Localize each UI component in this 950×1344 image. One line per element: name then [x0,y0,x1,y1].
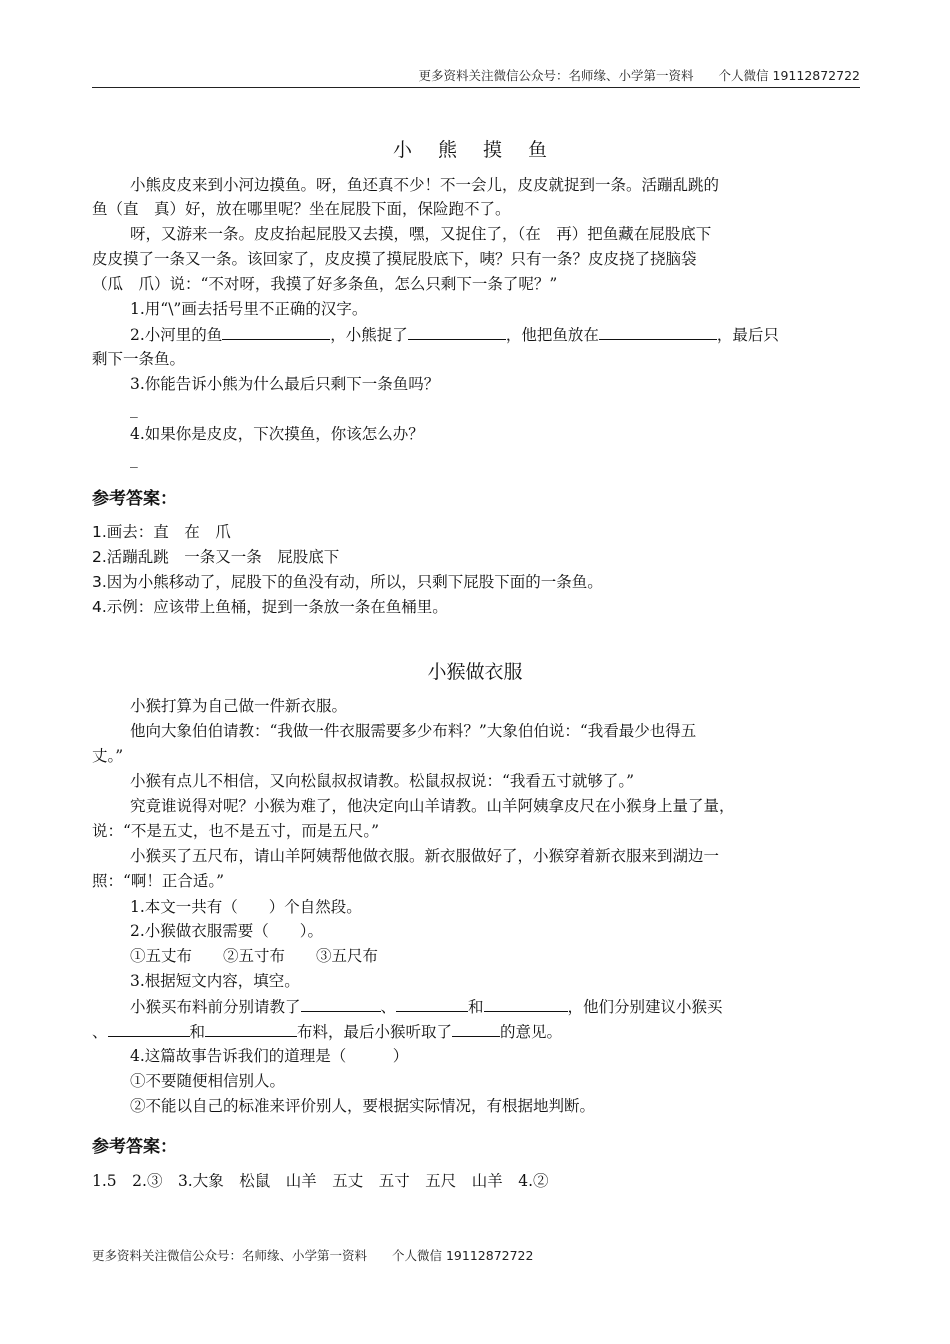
answer-heading: 参考答案： [92,489,177,509]
story2-line: 小猴打算为自己做一件新衣服。 [130,697,348,715]
answer-blank[interactable] [452,1020,500,1037]
story2-title: 小猴做衣服 [427,661,523,683]
story2-line: 说：“不是五丈，也不是五寸，而是五尺。” [92,822,380,840]
story2-question-3-fill [92,995,902,1018]
answer-line[interactable]: _ [130,450,138,468]
fill-text-h: 的意见。 [500,1023,563,1041]
story2-question-4-option: ①不要随便相信别人。 [130,1072,286,1090]
fill-text-g: 布料，最后小猴听取了 [297,1023,453,1041]
q2-text-c: ，他把鱼放在 [505,326,599,344]
story1-question-2-cont: 剩下一条鱼。 [92,350,186,368]
fill-text-e: 、 [92,1023,108,1041]
answer-blank[interactable] [484,995,568,1012]
story1-question-3: 3.你能告诉小熊为什么最后只剩下一条鱼吗？ [130,375,440,393]
story1-question-1: 1.用“\”画去括号里不正确的汉字。 [130,300,368,318]
story1-line: 小熊皮皮来到小河边摸鱼。呀，鱼还真不少！不一会儿，皮皮就捉到一条。活蹦乱跳的 [130,176,720,194]
q2-text-d: ，最后只 [716,326,779,344]
story2-question-3-fill-cont [92,1020,864,1043]
answer-blank[interactable] [108,1020,190,1037]
story2-line: 丈。” [92,747,124,765]
story2-question-4: 4.这篇故事告诉我们的道理是（ ） [130,1047,409,1065]
q2-text-b: ，小熊捉了 [330,326,408,344]
page-header: 更多资料关注微信公众号：名师缘、小学第一资料 个人微信 19112872722 [418,68,860,83]
answer-item: 1.5 2.③ 3.大象 松鼠 山羊 五丈 五寸 五尺 山羊 4.② [92,1172,549,1190]
story1-line: 呀，又游来一条。皮皮抬起屁股又去摸，嘿，又捉住了，（在 再）把鱼藏在屁股底下 [130,225,712,243]
answer-blank[interactable] [205,1020,297,1037]
story1-question-2 [92,323,902,346]
answer-blank[interactable] [301,995,381,1012]
answer-blank[interactable] [599,323,717,340]
fill-text-d: ，他们分别建议小猴买 [567,998,723,1016]
story2-line: 小猴买了五尺布，请山羊阿姨帮他做衣服。新衣服做好了，小猴穿着新衣服来到湖边一 [130,847,720,865]
story2-question-3: 3.根据短文内容，填空。 [130,972,300,990]
page-footer: 更多资料关注微信公众号：名师缘、小学第一资料 个人微信 19112872722 [92,1248,534,1263]
story1-title: 小 熊 摸 鱼 [392,139,558,161]
answer-heading: 参考答案： [92,1137,177,1157]
fill-text-a: 小猴买布料前分别请教了 [130,998,301,1016]
story2-question-4-option: ②不能以自己的标准来评价别人，要根据实际情况，有根据地判断。 [130,1097,596,1115]
header-divider [92,87,860,88]
fill-text-f: 和 [189,1023,206,1041]
story2-question-2: 2.小猴做衣服需要（ ）。 [130,922,324,940]
story2-line: 他向大象伯伯请教：“我做一件衣服需要多少布料？”大象伯伯说：“我看最少也得五 [130,722,697,740]
answer-item: 3.因为小熊移动了，屁股下的鱼没有动，所以，只剩下屁股下面的一条鱼。 [92,573,603,591]
answer-line[interactable]: _ [130,400,138,418]
answer-blank[interactable] [222,323,330,340]
fill-text-b: 、 [380,998,397,1016]
story1-question-4: 4.如果你是皮皮，下次摸鱼，你该怎么办？ [130,425,424,443]
story1-line: 皮皮摸了一条又一条。该回家了，皮皮摸了摸屁股底下，咦？只有一条？皮皮挠了挠脑袋 [92,250,697,268]
answer-blank[interactable] [408,323,506,340]
fill-text-c: 和 [468,998,484,1016]
answer-blank[interactable] [396,995,468,1012]
story1-line: （瓜 爪）说：“不对呀，我摸了好多条鱼，怎么只剩下一条了呢？” [92,275,558,293]
story1-line: 鱼（直 真）好，放在哪里呢？坐在屁股下面，保险跑不了。 [92,200,511,218]
story2-question-2-options: ①五丈布 ②五寸布 ③五尺布 [130,947,379,965]
story2-question-1: 1.本文一共有（ ）个自然段。 [130,898,362,916]
answer-item: 4.示例：应该带上鱼桶，捉到一条放一条在鱼桶里。 [92,598,448,616]
answer-item: 2.活蹦乱跳 一条又一条 屁股底下 [92,548,340,566]
story2-line: 照：“啊！正合适。” [92,872,225,890]
story2-line: 究竟谁说得对呢？小猴为难了，他决定向山羊请教。山羊阿姨拿皮尺在小猴身上量了量， [130,797,735,815]
answer-item: 1.画去：直 在 爪 [92,523,231,541]
story2-line: 小猴有点儿不相信，又向松鼠叔叔请教。松鼠叔叔说：“我看五寸就够了。” [130,772,635,790]
q2-text-a: 2.小河里的鱼 [130,326,223,344]
